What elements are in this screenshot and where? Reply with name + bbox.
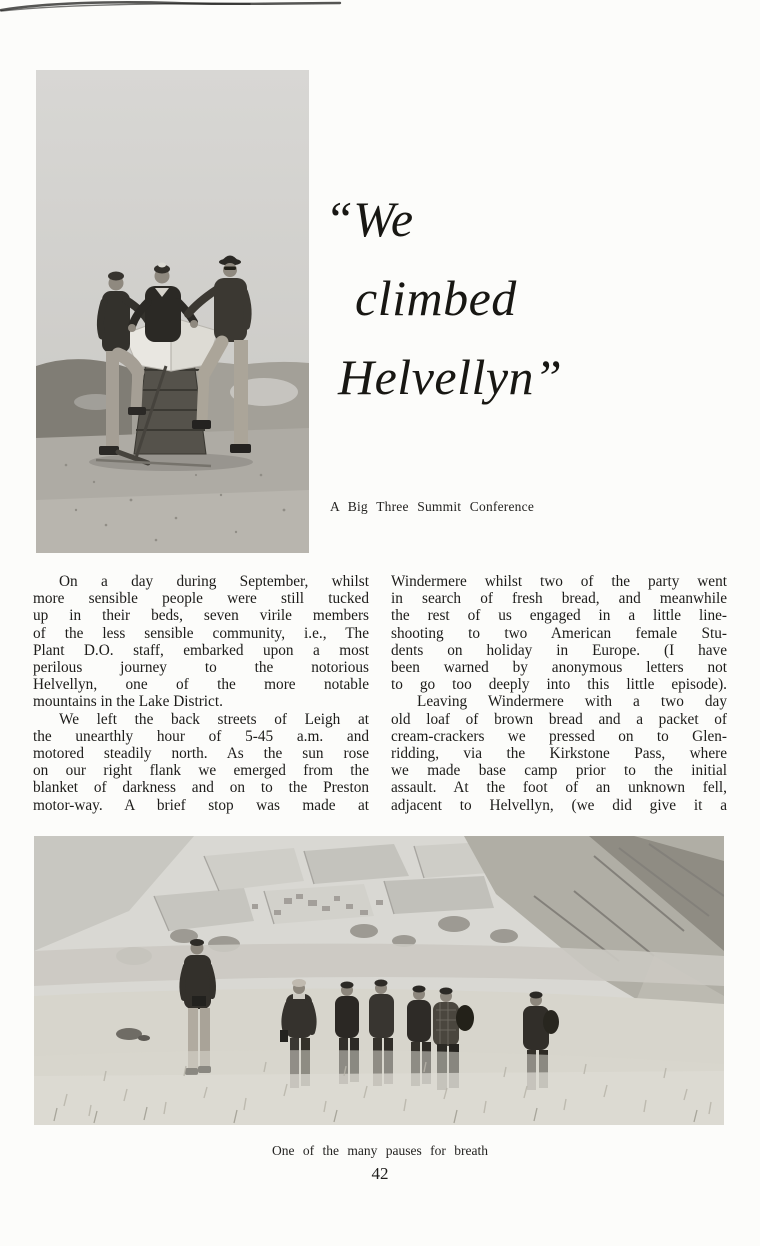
article-column-right bbox=[391, 573, 727, 814]
text-line: blanket of darkness and on to the Preston bbox=[33, 779, 369, 797]
text-line: motor-way. A brief stop was made at bbox=[33, 796, 369, 814]
text-line: to go too deeply into this little episode). bbox=[391, 676, 727, 694]
hillside-photo-caption: One of the many pauses for breath bbox=[272, 1143, 488, 1158]
article-column-left bbox=[33, 573, 369, 814]
text-line: assault. At the foot of an unknown fell, bbox=[391, 779, 727, 797]
hillside-photo bbox=[34, 836, 724, 1125]
text-line: been warned by anonymous letters not bbox=[391, 659, 727, 677]
text-line: dents on holiday in Europe. (I have bbox=[391, 641, 727, 659]
summit-photo-caption: A Big Three Summit Conference bbox=[330, 499, 535, 514]
text-line: ridding, via the Kirkstone Pass, where bbox=[391, 745, 727, 763]
text-line: in search of fresh bread, and meanwhile bbox=[391, 590, 727, 608]
text-line: Plant D.O. staff, embarked upon a most bbox=[33, 641, 369, 659]
text-line: the unearthly hour of 5-45 a.m. and bbox=[33, 727, 369, 745]
title-line-2: climbed bbox=[355, 270, 517, 326]
text-line: adjacent to Helvellyn, (we did give it a bbox=[391, 796, 727, 814]
title-line-1: “We bbox=[325, 191, 414, 247]
text-line: Windermere whilst two of the party went bbox=[391, 573, 727, 590]
text-line: shooting to two American female Stu- bbox=[391, 624, 727, 642]
title-line-3: Helvellyn” bbox=[338, 349, 563, 405]
text-line: we made base camp prior to the initial bbox=[391, 762, 727, 780]
text-line: Helvellyn, one of the more notable bbox=[33, 676, 369, 694]
text-line: old loaf of brown bread and a packet of bbox=[391, 710, 727, 728]
hillside-photo-illustration bbox=[34, 836, 724, 1125]
article-title bbox=[325, 180, 562, 417]
article-body bbox=[33, 573, 727, 814]
text-line: cream-crackers we pressed on to Glen- bbox=[391, 727, 727, 745]
text-line: up in their beds, seven virile members bbox=[33, 607, 369, 625]
text-line: We left the back streets of Leigh at bbox=[59, 710, 369, 728]
text-line: of the less sensible community, i.e., The bbox=[33, 624, 369, 642]
text-line: motored steadily north. As the sun rose bbox=[33, 745, 369, 763]
text-line: more sensible people were still tucked bbox=[33, 590, 369, 608]
text-line: the rest of us engaged in a little line- bbox=[391, 607, 727, 625]
text-line: On a day during September, whilst bbox=[59, 573, 369, 590]
text-line: perilous journey to the notorious bbox=[33, 659, 369, 677]
text-line: Leaving Windermere with a two day bbox=[417, 693, 727, 711]
scan-artifact bbox=[0, 0, 345, 14]
page-number: 42 bbox=[371, 1164, 389, 1183]
text-line: on our right flank we emerged from the bbox=[33, 762, 369, 780]
text-line: mountains in the Lake District. bbox=[33, 693, 223, 711]
summit-photo bbox=[36, 70, 309, 553]
summit-photo-illustration bbox=[36, 70, 309, 553]
